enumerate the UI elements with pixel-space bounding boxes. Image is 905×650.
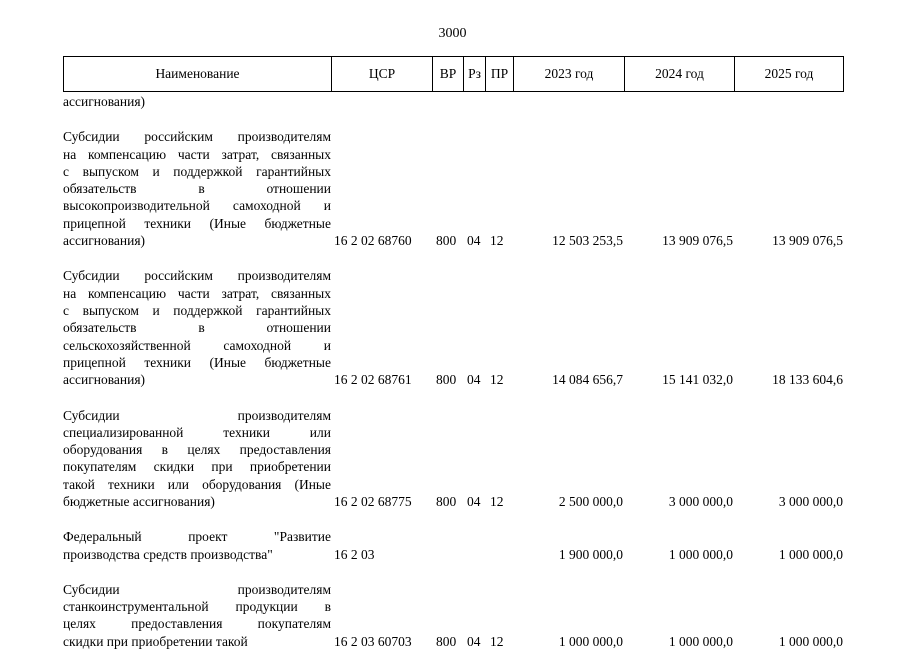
row-name-line: станкоинструментальной продукции в [63, 599, 331, 615]
row-name-line: обязательств в отношении [63, 320, 331, 336]
row-name-line: прицепной техники (Иные бюджетные [63, 215, 331, 231]
header-2023: 2023 год [514, 57, 625, 91]
cell-csr: 16 2 03 60703 [334, 633, 412, 649]
row-name-line: на компенсацию части затрат, связанных [63, 285, 331, 301]
row-name-line: Субсидии российским производителям [63, 268, 331, 284]
row-name-line: обязательств в отношении [63, 181, 331, 197]
row-name [63, 267, 331, 388]
row-name-line: сельскохозяйственной самоходной и [63, 337, 331, 353]
row-name [63, 528, 331, 563]
cell-2024: 15 141 032,0 [662, 372, 733, 388]
cell-2025: 18 133 604,6 [772, 372, 843, 388]
row-name-line: специализированной техники или [63, 424, 331, 440]
cell-2023: 14 084 656,7 [552, 372, 623, 388]
cell-rz: 04 [467, 494, 481, 509]
header-rz: Рз [464, 57, 486, 91]
header-csr: ЦСР [332, 57, 433, 91]
row-name-line: высокопроизводительной самоходной и [63, 198, 331, 214]
row-name [63, 93, 331, 110]
header-2024: 2024 год [625, 57, 735, 91]
cell-csr: 16 2 02 68761 [334, 372, 412, 388]
cell-2025: 1 000 000,0 [778, 633, 843, 649]
row-name-line: Субсидии производителям [63, 581, 331, 597]
cell-pr: 12 [490, 633, 504, 649]
row-name [63, 128, 331, 249]
row-name-line: ассигнования) [63, 372, 146, 388]
cell-2023: 1 000 000,0 [558, 633, 623, 649]
header-vr: ВР [433, 57, 464, 91]
cell-csr: 16 2 03 [334, 546, 375, 562]
row-name-line: скидки при приобретении такой [63, 633, 248, 649]
cell-vr: 800 [436, 372, 457, 388]
cell-2025: 1 000 000,0 [778, 546, 843, 562]
row-name-line: ассигнования) [63, 94, 146, 109]
cell-rz: 04 [467, 233, 481, 249]
cell-pr: 12 [490, 494, 504, 509]
cell-2023: 2 500 000,0 [558, 494, 623, 509]
cell-2024: 3 000 000,0 [668, 494, 733, 509]
row-name-line: производства средств производства" [63, 546, 273, 562]
row-name-line: покупателям скидки при приобретении [63, 459, 331, 475]
row-name-line: на компенсацию части затрат, связанных [63, 146, 331, 162]
cell-2024: 1 000 000,0 [668, 546, 733, 562]
cell-2025: 13 909 076,5 [772, 233, 843, 249]
row-name-line: бюджетные ассигнования) [63, 493, 215, 509]
header-pr: ПР [486, 57, 514, 91]
cell-rz: 04 [467, 633, 481, 649]
cell-csr: 16 2 02 68775 [334, 494, 412, 509]
row-name-line: Субсидии российским производителям [63, 129, 331, 145]
header-name: Наименование [64, 57, 332, 91]
cell-vr: 800 [436, 633, 457, 649]
cell-vr: 800 [436, 233, 457, 249]
row-name-line: Федеральный проект "Развитие [63, 529, 331, 545]
row-name [63, 407, 331, 511]
cell-2023: 1 900 000,0 [558, 546, 623, 562]
cell-pr: 12 [490, 233, 504, 249]
row-name-line: оборудования в целях предоставления [63, 442, 331, 458]
row-name-line: с выпуском и поддержкой гарантийных [63, 163, 331, 179]
row-name-line: с выпуском и поддержкой гарантийных [63, 302, 331, 318]
cell-vr: 800 [436, 494, 457, 509]
cell-pr: 12 [490, 372, 504, 388]
row-name-line: целях предоставления покупателям [63, 616, 331, 632]
row-name-line: такой техники или оборудования (Иные [63, 476, 331, 492]
table-header [63, 56, 844, 92]
page-number: 3000 [438, 26, 467, 41]
cell-2023: 12 503 253,5 [552, 233, 623, 249]
header-2025: 2025 год [764, 66, 814, 81]
row-name-line: ассигнования) [63, 233, 146, 249]
cell-2024: 1 000 000,0 [668, 633, 733, 649]
row-name-line: прицепной техники (Иные бюджетные [63, 354, 331, 370]
cell-csr: 16 2 02 68760 [334, 233, 412, 249]
row-name-line: Субсидии производителям [63, 407, 331, 423]
cell-2024: 13 909 076,5 [662, 233, 733, 249]
cell-2025: 3 000 000,0 [778, 494, 843, 509]
cell-rz: 04 [467, 372, 481, 388]
